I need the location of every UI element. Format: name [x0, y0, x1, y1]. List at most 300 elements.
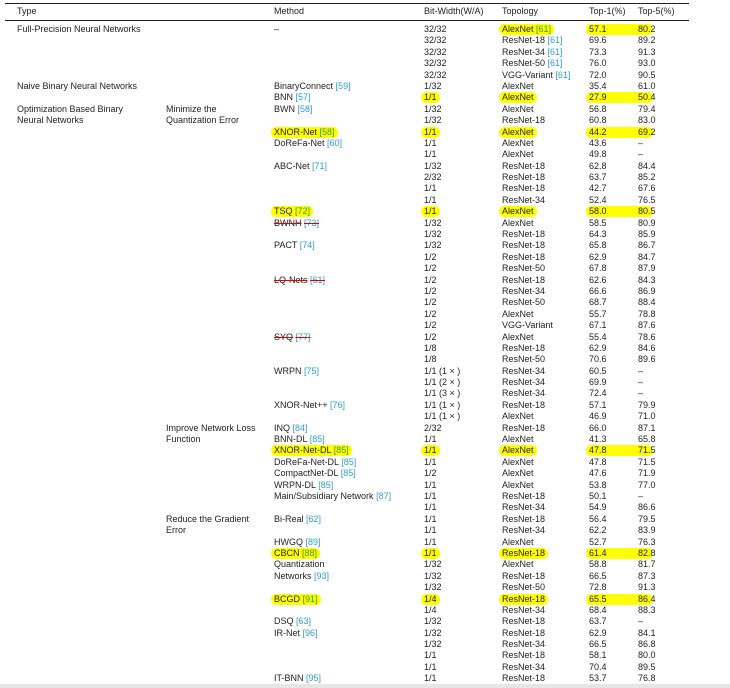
- topology-name: ResNet-18: [502, 399, 546, 410]
- subtype-label: Minimize the Quantization Error: [166, 103, 240, 125]
- bit-width-cell: 1/1: [424, 149, 437, 160]
- bit-width-cell: 1/32: [424, 103, 442, 114]
- top1-cell: 66.5: [589, 639, 607, 650]
- top5-cell: 86.9: [638, 285, 656, 296]
- table-row: [0, 673, 730, 684]
- table-row: [0, 354, 730, 365]
- top5-cell: 86.7: [638, 240, 656, 251]
- top5-cell: 85.2: [638, 172, 656, 183]
- table-row: [0, 400, 730, 411]
- top1-cell: 67.8: [589, 263, 607, 274]
- top1-cell: 76.0: [589, 58, 607, 69]
- bit-width-cell: 1/1 (2 × ): [424, 377, 461, 388]
- topology-name: ResNet-18: [502, 229, 546, 240]
- table-row: [0, 388, 730, 399]
- table-row: [0, 81, 730, 92]
- bit-width-cell: 1/2: [424, 251, 437, 262]
- bit-width-cell: 1/2: [424, 468, 437, 479]
- topology-cell: [502, 400, 545, 411]
- citation-link[interactable]: [72]: [295, 206, 311, 217]
- top5-cell: 79.5: [638, 513, 656, 524]
- topology-name: ResNet-18: [502, 547, 546, 558]
- citation-link[interactable]: [87]: [376, 490, 392, 501]
- topology-cell: [502, 502, 545, 513]
- method-name: DoReFa-Net: [274, 137, 325, 148]
- table-row: [0, 332, 730, 343]
- bit-width-cell: 32/32: [424, 69, 447, 80]
- topology-cell: [502, 616, 545, 627]
- citation-link[interactable]: [91]: [302, 593, 318, 604]
- method-name: IT-BNN: [274, 673, 304, 684]
- top1-cell: 55.7: [589, 308, 607, 319]
- topology-cell: [502, 149, 534, 160]
- top5-cell: –: [638, 137, 644, 148]
- citation-link[interactable]: [77]: [295, 331, 311, 342]
- bit-width-cell: 32/32: [424, 35, 447, 46]
- top5-cell: –: [638, 490, 644, 501]
- method-cell: [274, 423, 308, 434]
- bit-width-cell: 32/32: [424, 58, 447, 69]
- topology-cell: [502, 377, 545, 388]
- topology-name: AlexNet: [502, 206, 534, 217]
- topology-name: ResNet-34: [502, 661, 546, 672]
- citation-link[interactable]: [61]: [310, 274, 326, 285]
- topology-cell: [502, 195, 545, 206]
- bit-width-cell: 1/32: [424, 160, 442, 171]
- topology-name: ResNet-34: [502, 194, 546, 205]
- bit-width-cell: 1/1: [421, 92, 440, 103]
- method-cell: [274, 434, 325, 445]
- method-name: Networks: [274, 570, 312, 581]
- top5-cell: 79.4: [638, 103, 656, 114]
- top1-cell: 55.4: [589, 331, 607, 342]
- topology-name: ResNet-34: [502, 46, 546, 57]
- top5-cell: –: [638, 149, 644, 160]
- top5-cell: 81.7: [638, 559, 656, 570]
- table-row: [0, 309, 730, 320]
- top5-cell: 87.3: [638, 570, 656, 581]
- method-cell: [271, 127, 338, 138]
- method-name: Quantization: [274, 559, 325, 570]
- topology-name: AlexNet: [502, 24, 534, 34]
- topology-name: VGG-Variant: [502, 69, 553, 80]
- table-row: [0, 423, 730, 434]
- top1-cell: 62.9: [589, 342, 607, 353]
- top1-cell: 52.7: [589, 536, 607, 547]
- method-name: DSQ: [274, 616, 294, 627]
- topology-name: ResNet-18: [502, 650, 546, 661]
- citation-link[interactable]: [60]: [327, 137, 343, 148]
- citation-link[interactable]: [84]: [292, 422, 308, 433]
- top1-cell: 62.2: [589, 525, 607, 536]
- topology-cell: [502, 115, 545, 126]
- table-row: [0, 24, 730, 35]
- top5-cell: 82.8: [638, 547, 656, 558]
- method-cell: [271, 445, 352, 456]
- top5-cell: 89.5: [638, 661, 656, 672]
- top1-cell: 67.1: [589, 320, 607, 331]
- table-row: [0, 457, 730, 468]
- method-cell: [274, 571, 329, 582]
- topology-name: ResNet-18: [502, 183, 546, 194]
- topology-cell: [502, 423, 545, 434]
- table-row: [0, 35, 730, 46]
- header-type: Type: [17, 6, 37, 16]
- method-name: INQ: [274, 422, 291, 433]
- bit-width-cell: 1/1: [424, 650, 437, 661]
- topology-cell: [502, 297, 545, 308]
- table-row: [0, 445, 730, 456]
- top1-cell: 35.4: [589, 80, 607, 91]
- method-cell: [274, 24, 279, 35]
- top1-cell: 66.0: [589, 422, 607, 433]
- citation-link[interactable]: [85]: [340, 468, 356, 479]
- bit-width-cell: 1/1: [424, 183, 437, 194]
- citation-link[interactable]: [62]: [306, 513, 322, 524]
- table-row: [0, 92, 730, 103]
- topology-name: ResNet-50: [502, 354, 546, 365]
- topology-name: ResNet-34: [502, 639, 546, 650]
- method-name: IR-Net: [274, 627, 301, 638]
- topology-name: AlexNet: [502, 479, 534, 490]
- citation-link[interactable]: [57]: [295, 92, 311, 103]
- table-row: [0, 468, 730, 479]
- top1-cell: 72.8: [589, 582, 607, 593]
- table-row: [0, 571, 730, 582]
- topology-name: ResNet-18: [502, 240, 546, 251]
- table-row: [0, 320, 730, 331]
- topology-cell: [502, 309, 534, 320]
- topology-name: ResNet-18: [502, 627, 546, 638]
- top1-cell: 57.1: [589, 399, 607, 410]
- topology-cell: [499, 92, 537, 103]
- topology-cell: [499, 548, 548, 559]
- method-name: XNOR-Net-DL: [274, 445, 332, 456]
- topology-name: AlexNet: [502, 445, 534, 456]
- bit-width-cell: 1/1 (1 × ): [424, 399, 461, 410]
- method-cell: [274, 559, 325, 570]
- topology-name: ResNet-18: [502, 172, 546, 183]
- top1-cell: 72.4: [589, 388, 607, 399]
- topology-name: ResNet-50: [502, 582, 546, 593]
- method-name: BCGD: [274, 593, 301, 604]
- bit-width-cell: 1/1 (3 × ): [424, 388, 461, 399]
- topology-name: ResNet-18: [502, 251, 546, 262]
- top5-cell: 78.6: [638, 331, 656, 342]
- bit-width-cell: 1/1: [424, 137, 437, 148]
- table-row: [0, 411, 730, 422]
- top5-cell: 76.3: [638, 536, 656, 547]
- top5-cell: 77.0: [638, 479, 656, 490]
- topology-cell: [502, 229, 545, 240]
- citation-link[interactable]: [75]: [304, 365, 320, 376]
- topology-name: AlexNet: [502, 217, 534, 228]
- method-name: BWN: [274, 103, 295, 114]
- top5-cell: 80.2: [638, 24, 656, 34]
- citation-link[interactable]: [61]: [547, 46, 563, 57]
- citation-link[interactable]: [85]: [309, 434, 325, 445]
- citation-link[interactable]: [96]: [302, 627, 318, 638]
- topology-name: ResNet-34: [502, 388, 546, 399]
- table-row: [0, 104, 730, 115]
- topology-cell: [502, 605, 545, 616]
- topology-name: ResNet-18: [502, 115, 546, 126]
- table-row: [0, 195, 730, 206]
- topology-cell: [502, 70, 570, 81]
- topology-cell: [502, 81, 534, 92]
- citation-link[interactable]: [61]: [547, 58, 563, 69]
- top5-cell: 78.8: [638, 308, 656, 319]
- top5-cell: 91.3: [638, 582, 656, 593]
- citation-link[interactable]: [88]: [302, 547, 318, 558]
- citation-link[interactable]: [74]: [299, 240, 315, 251]
- method-cell: [274, 138, 342, 149]
- top1-cell: 58.5: [589, 217, 607, 228]
- topology-name: ResNet-18: [502, 342, 546, 353]
- top5-cell: 87.6: [638, 320, 656, 331]
- bit-width-cell: 1/32: [424, 217, 442, 228]
- method-name: BinaryConnect: [274, 80, 334, 91]
- method-cell: [274, 218, 319, 229]
- topology-cell: [499, 206, 537, 217]
- method-cell: [274, 457, 356, 468]
- table-row: [0, 229, 730, 240]
- top5-cell: 83.0: [638, 115, 656, 126]
- topology-cell: [502, 650, 545, 661]
- method-cell: [274, 81, 351, 92]
- method-name: DoReFa-Net-DL: [274, 456, 339, 467]
- method-cell: [274, 161, 327, 172]
- citation-link[interactable]: [63]: [296, 616, 312, 627]
- table-row: [0, 343, 730, 354]
- method-name: XNOR-Net++: [274, 399, 328, 410]
- bit-width-cell: 1/1: [424, 502, 437, 513]
- top5-cell: 71.0: [638, 411, 656, 422]
- table-row: [0, 70, 730, 81]
- topology-cell: [502, 388, 545, 399]
- bit-width-cell: 1/2: [424, 285, 437, 296]
- bit-width-cell: 1/1: [424, 513, 437, 524]
- method-cell: [271, 594, 321, 605]
- method-name: HWGQ: [274, 536, 303, 547]
- top1-cell: 73.3: [589, 46, 607, 57]
- bit-width-cell: 1/2: [424, 297, 437, 308]
- topology-name: AlexNet: [502, 468, 534, 479]
- top1-cell: 41.3: [589, 434, 607, 445]
- topology-cell: [502, 628, 545, 639]
- topology-name: AlexNet: [502, 559, 534, 570]
- citation-link[interactable]: [95]: [306, 673, 322, 684]
- top5-cell: 84.1: [638, 627, 656, 638]
- table-row: [0, 286, 730, 297]
- top5-cell: –: [638, 616, 644, 627]
- topology-name: AlexNet: [502, 149, 534, 160]
- bit-width-cell: 2/32: [424, 172, 442, 183]
- top5-cell: 71.5: [638, 445, 656, 456]
- table-row: [0, 662, 730, 673]
- topology-cell: [499, 445, 537, 456]
- topology-cell: [502, 468, 534, 479]
- top5-cell: 61.0: [638, 80, 656, 91]
- method-cell: [274, 491, 391, 502]
- topology-name: ResNet-18: [502, 274, 546, 285]
- topology-name: AlexNet: [502, 331, 534, 342]
- topology-cell: [502, 332, 534, 343]
- table-row: [0, 252, 730, 263]
- topology-cell: [502, 639, 545, 650]
- bit-width-cell: 1/2: [424, 274, 437, 285]
- bit-width-cell: 1/1: [424, 661, 437, 672]
- top1-cell: 52.4: [589, 194, 607, 205]
- top5-cell: –: [638, 377, 644, 388]
- citation-link[interactable]: [61]: [555, 69, 571, 80]
- top1-cell: 43.6: [589, 137, 607, 148]
- method-cell: [274, 514, 321, 525]
- topology-name: AlexNet: [502, 103, 534, 114]
- topology-cell: [502, 491, 545, 502]
- top1-cell: 54.9: [589, 502, 607, 513]
- method-name: TSQ: [274, 206, 293, 217]
- top1-cell: 53.7: [589, 673, 607, 684]
- top1-cell: 58.8: [589, 559, 607, 570]
- topology-name: ResNet-34: [502, 525, 546, 536]
- header-top5: Top-5(%): [638, 6, 675, 16]
- method-name: BNN: [274, 92, 294, 103]
- citation-link[interactable]: [76]: [330, 399, 346, 410]
- topology-cell: [502, 252, 545, 263]
- type-label: Full-Precision Neural Networks: [17, 24, 141, 34]
- method-cell: [274, 673, 321, 684]
- bit-width-cell: 1/32: [424, 627, 442, 638]
- top1-cell: 62.9: [589, 251, 607, 262]
- citation-link[interactable]: [58]: [297, 103, 313, 114]
- top1-cell: 57.1: [589, 24, 607, 34]
- citation-link[interactable]: [58]: [319, 126, 335, 137]
- table-row: [0, 491, 730, 502]
- method-name: PACT: [274, 240, 298, 251]
- top5-cell: 50.4: [638, 92, 656, 103]
- citation-link[interactable]: [61]: [536, 24, 552, 34]
- table-row: [0, 183, 730, 194]
- citation-link[interactable]: [71]: [312, 160, 328, 171]
- bit-width-cell: 32/32: [424, 46, 447, 57]
- topology-cell: [502, 366, 545, 377]
- top1-cell: 44.2: [589, 126, 607, 137]
- top1-cell: 70.4: [589, 661, 607, 672]
- topology-name: AlexNet: [502, 92, 534, 103]
- topology-cell: [502, 47, 563, 58]
- topology-cell: [502, 434, 534, 445]
- method-cell: [274, 400, 345, 411]
- top1-cell: 58.0: [589, 206, 607, 217]
- citation-link[interactable]: [61]: [547, 35, 563, 46]
- topology-name: ResNet-50: [502, 297, 546, 308]
- top1-cell: 46.9: [589, 411, 607, 422]
- top5-cell: 67.6: [638, 183, 656, 194]
- citation-link[interactable]: [85]: [318, 479, 334, 490]
- method-name: BWNH: [274, 217, 302, 228]
- top5-cell: –: [638, 388, 644, 399]
- top5-cell: 76.8: [638, 673, 656, 684]
- bit-width-cell: 1/2: [424, 331, 437, 342]
- topology-name: ResNet-18: [502, 490, 546, 501]
- method-cell: [274, 275, 325, 286]
- top1-cell: 61.4: [589, 547, 607, 558]
- top1-cell: 62.8: [589, 160, 607, 171]
- top5-cell: 90.5: [638, 69, 656, 80]
- topology-cell: [502, 673, 545, 684]
- top1-cell: 64.3: [589, 229, 607, 240]
- citation-link[interactable]: [59]: [335, 80, 351, 91]
- topology-name: AlexNet: [502, 126, 534, 137]
- table-row: [0, 172, 730, 183]
- top5-cell: 89.6: [638, 354, 656, 365]
- bit-width-cell: 1/1: [424, 434, 437, 445]
- bit-width-cell: 1/32: [424, 80, 442, 91]
- topology-cell: [502, 263, 545, 274]
- method-name: Bi-Real: [274, 513, 304, 524]
- top1-cell: 69.6: [589, 35, 607, 46]
- bit-width-cell: 1/4: [421, 594, 440, 605]
- topology-cell: [499, 594, 548, 605]
- topology-name: AlexNet: [502, 308, 534, 319]
- top1-cell: 70.6: [589, 354, 607, 365]
- method-cell: [274, 366, 319, 377]
- top1-cell: 60.5: [589, 365, 607, 376]
- topology-cell: [502, 35, 563, 46]
- citation-link[interactable]: [89]: [305, 536, 321, 547]
- top1-cell: 56.8: [589, 103, 607, 114]
- topology-name: AlexNet: [502, 536, 534, 547]
- citation-link[interactable]: [85]: [333, 445, 349, 456]
- topology-cell: [502, 537, 534, 548]
- citation-link[interactable]: [73]: [304, 217, 320, 228]
- topology-name: ResNet-34: [502, 285, 546, 296]
- top5-cell: 89.2: [638, 35, 656, 46]
- method-name: WRPN-DL: [274, 479, 316, 490]
- citation-link[interactable]: [93]: [314, 570, 330, 581]
- top1-cell: 62.9: [589, 627, 607, 638]
- topology-cell: [502, 240, 545, 251]
- top1-cell: 47.6: [589, 468, 607, 479]
- table-row: [0, 149, 730, 160]
- topology-name: ResNet-34: [502, 604, 546, 615]
- bit-width-cell: 1/32: [424, 639, 442, 650]
- topology-name: ResNet-34: [502, 365, 546, 376]
- topology-name: ResNet-50: [502, 263, 546, 274]
- topology-cell: [502, 172, 545, 183]
- bit-width-cell: 1/1 (1 × ): [424, 365, 461, 376]
- method-cell: [271, 206, 313, 217]
- citation-link[interactable]: [85]: [341, 456, 357, 467]
- method-cell: [274, 480, 333, 491]
- bit-width-cell: 1/1: [424, 490, 437, 501]
- bit-width-cell: 1/2: [424, 308, 437, 319]
- top5-cell: 87.1: [638, 422, 656, 433]
- bit-width-cell: 1/32: [424, 570, 442, 581]
- top1-cell: 47.8: [589, 445, 607, 456]
- topology-cell: [499, 127, 537, 138]
- table-row: [0, 138, 730, 149]
- table-row: [0, 206, 730, 217]
- method-cell: [274, 616, 311, 627]
- top1-cell: 60.8: [589, 115, 607, 126]
- table-row: [0, 47, 730, 58]
- top-rule: [5, 3, 689, 4]
- topology-name: VGG-Variant: [502, 320, 553, 331]
- top5-cell: 91.3: [638, 46, 656, 57]
- bit-width-cell: 1/1: [424, 536, 437, 547]
